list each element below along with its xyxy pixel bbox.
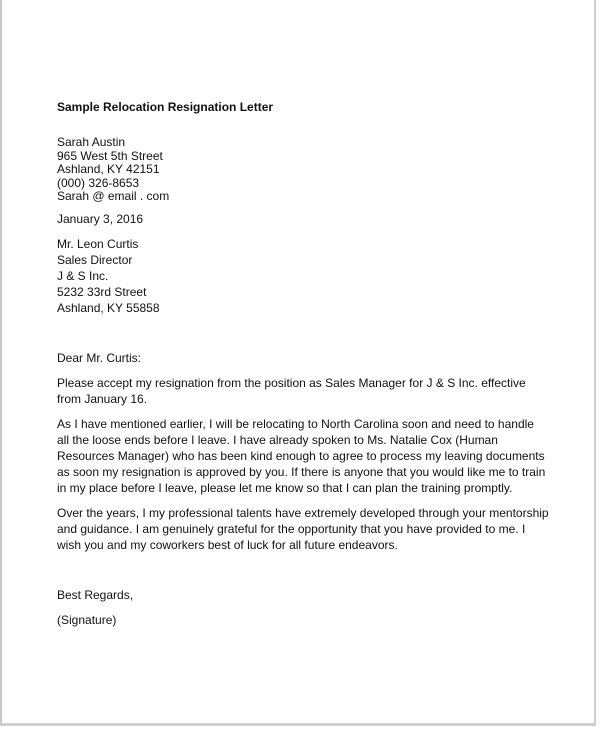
recipient-company: J & S Inc. [57, 269, 109, 283]
sender-address [57, 136, 557, 204]
paragraph: As I have mentioned earlier, I will be relocating to North Carolina soon and need to handle all the loose ends before I leave. I have already spoken to Ms. Natalie Cox (Human Resources Manager) who has been kind enough to agree to process my leaving documents as soon my resignation is approved by you. If there is anyone that you would like me to train in my place before I leave, please let me know so that I can plan the training promptly. [57, 417, 546, 495]
sender-name: Sarah Austin [57, 135, 126, 149]
salutation: Dear Mr. Curtis: [57, 351, 142, 365]
sender-city: Ashland, KY 42151 [57, 162, 160, 176]
sender-phone: (000) 326-8653 [57, 175, 140, 190]
recipient-address [57, 236, 557, 316]
sender-street: 965 West 5th Street [57, 148, 163, 163]
recipient-title: Sales Director [57, 253, 133, 267]
paragraph: Please accept my resignation from the position as Sales Manager for J & S Inc. effective from January 16. [57, 376, 526, 406]
letter-date: January 3, 2016 [57, 212, 144, 226]
signature: (Signature) [57, 613, 117, 627]
recipient-name: Mr. Leon Curtis [57, 237, 139, 251]
recipient-city: Ashland, KY 55858 [57, 301, 160, 315]
closing: Best Regards, [57, 588, 134, 602]
document-title: Sample Relocation Resignation Letter [57, 100, 274, 114]
paragraph: Over the years, I my professional talents have extremely developed through your mentorship and guidance. I am genuinely grateful for the opportunity that you have provided to me. I wish you and my coworkers best of luck for all future endeavors. [57, 506, 549, 552]
recipient-street: 5232 33rd Street [57, 285, 147, 299]
sender-email: Sarah @ email . com [57, 189, 170, 203]
